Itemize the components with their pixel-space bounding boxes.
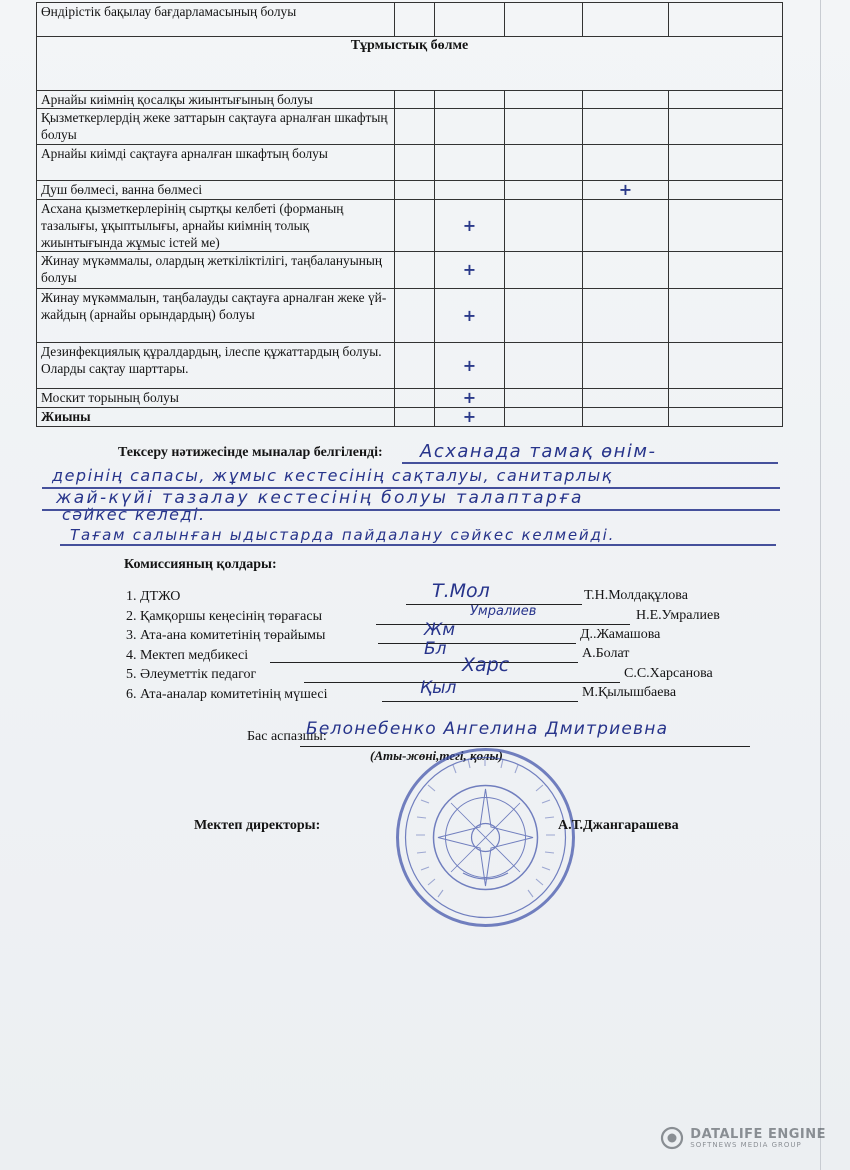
member-role: Мектеп медбикесі <box>140 647 249 663</box>
member-name: А.Болат <box>582 646 630 661</box>
findings-line-4: сәйкес келеді. <box>62 505 206 524</box>
table-row <box>37 200 783 252</box>
table-row <box>37 91 783 109</box>
table-row <box>37 145 783 181</box>
row-label: Арнайы киімнің қосалқы жиынтығының болуы <box>37 91 395 109</box>
row-mark: + <box>462 215 477 235</box>
findings-line-2: дерінің сапасы, жұмыс кестесінің сақталуы, санитарлық <box>52 466 613 485</box>
member-role: Қамқоршы кеңесінің төрағасы <box>140 608 323 624</box>
table-row <box>37 343 783 389</box>
section-row <box>37 37 783 91</box>
row-label: Жинау мүкәммалы, олардың жеткіліктілігі, таңбалануының болуы <box>37 252 395 289</box>
director-label: Мектеп директоры: <box>194 818 321 833</box>
row-mark: + <box>462 355 477 375</box>
findings-line-3: жай-күйі тазалау кестесінің болуы талаптарға <box>56 488 584 508</box>
total-row <box>37 408 783 427</box>
member-name: М.Қылышбаева <box>582 685 677 700</box>
watermark-title: DATALIFE ENGINE <box>690 1126 826 1142</box>
member-name: С.С.Харсанова <box>624 666 713 681</box>
row-label: Асхана қызметкерлерінің сыртқы келбеті (форманың тазалығы, ұқыптылығы, арнайы киімнің толық жиынтығында жұмыс істей ме) <box>37 200 395 252</box>
member-name: Д..Жамашова <box>580 627 661 642</box>
table-row <box>37 252 783 289</box>
chef-label: Бас аспазшы: <box>247 729 327 744</box>
datalife-logo-icon <box>660 1126 684 1150</box>
signature: Т.Мол <box>432 580 490 602</box>
findings-line-5: Тағам салынған ыдыстарда пайдалану сәйкес келмейді. <box>70 526 616 544</box>
row-mark: + <box>462 388 477 407</box>
official-seal <box>393 745 578 930</box>
table-row <box>37 3 783 37</box>
table-row <box>37 181 783 200</box>
table-row <box>37 389 783 408</box>
row-label: Қызметкерлердің жеке заттарын сақтауға арналған шкафтың болуы <box>37 109 395 145</box>
findings-label: Тексеру нәтижесінде мыналар белгіленді: <box>118 445 383 460</box>
signature: Қыл <box>420 678 457 698</box>
signature: Жм <box>424 620 456 640</box>
total-mark: + <box>462 407 477 426</box>
watermark-subtitle: SOFTNEWS MEDIA GROUP <box>690 1140 802 1149</box>
member-name: Т.Н.Молдақұлова <box>584 588 688 603</box>
row-label: Душ бөлмесі, ванна бөлмесі <box>37 181 395 200</box>
page-fold-line <box>820 0 821 1170</box>
row-label: Арнайы киімді сақтауға арналған шкафтың болуы <box>37 145 395 181</box>
table-row <box>37 289 783 343</box>
director-name: А.Т.Джангарашева <box>558 818 679 833</box>
total-label: Жиыны <box>37 408 395 427</box>
inspection-table <box>36 2 783 427</box>
signature: Харс <box>462 654 510 676</box>
member-name: Н.Е.Умралиев <box>636 608 720 623</box>
signature: Бл <box>424 639 447 659</box>
member-role: Ата-ана комитетінің төрайымы <box>140 628 326 644</box>
row-label: Өндірістік бақылау бағдарламасының болуы <box>37 3 395 37</box>
row-mark: + <box>462 260 477 279</box>
row-mark: + <box>462 305 477 325</box>
row-mark: + <box>618 180 633 199</box>
member-role: Әлеуметтік педагог <box>140 667 257 683</box>
row-label: Дезинфекциялық құралдардың, ілеспе құжаттардың болуы. Оларды сақтау шарттары. <box>37 343 395 389</box>
row-label: Москит торының болуы <box>37 389 395 408</box>
signature: Умралиев <box>470 604 537 619</box>
member-role: Ата-аналар комитетінің мүшесі <box>140 686 328 702</box>
table-row <box>37 109 783 145</box>
findings-line-1: Асханада тамақ өнім- <box>420 441 657 462</box>
chef-handwritten-name: Белонебенко Ангелина Дмитриевна <box>306 719 669 739</box>
commission-label: Комиссияның қолдары: <box>124 557 277 572</box>
section-title: Тұрмыстық бөлме <box>37 37 783 91</box>
chef-caption: (Аты-жөні,тегі, қолы) <box>370 748 503 763</box>
member-role: ДТЖО <box>140 589 181 604</box>
row-label: Жинау мүкәммалын, таңбалауды сақтауға арналған жеке үй-жайдың (арнайы орындардың) болуы <box>37 289 395 343</box>
site-watermark <box>660 1126 826 1150</box>
